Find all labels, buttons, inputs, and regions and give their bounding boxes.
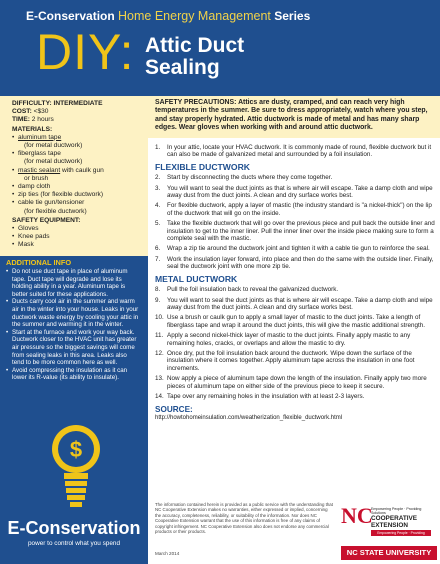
safety-precautions-box — [148, 96, 440, 138]
flexible-ductwork-heading: FLEXIBLE DUCTWORK — [155, 161, 251, 172]
nc-tagline-bar: Empowering People · Providing Solutions — [371, 530, 431, 536]
time — [12, 116, 142, 124]
step-text: Take the flexible ductwork that will go over the previous piece and pull back the outside liner and insulation to get to the inner liner. Pull the inner liner over the inside piece making sure to form a complete seal with the mastic. — [167, 220, 435, 243]
material-name: zip ties (for flexible ductwork) — [18, 191, 104, 199]
lightbulb-icon — [50, 415, 102, 515]
list-item — [12, 150, 142, 166]
step-text: Now apply a piece of aluminum tape down the length of the insulation. Finally apply two more pieces of aluminum tape on either side of the previous piece to keep it secure. — [167, 375, 427, 390]
cost — [12, 108, 142, 116]
list-item — [12, 199, 142, 215]
step-item — [155, 297, 437, 312]
project-info — [12, 100, 142, 250]
step-number: 12. — [155, 349, 164, 357]
list-item: • Start at the furnace and work your way back. Ductwork closer to the HVAC unit has greater air pressure so the biggest savings will come from sealing leaks in this area. Leaks also tend to be more common here as well. — [6, 329, 140, 367]
nc-coop-line-1: COOPERATIVE — [371, 515, 418, 522]
brand-name: E-Conservation — [26, 9, 115, 23]
list-item: • Gloves — [12, 225, 142, 233]
title-line-2: Sealing — [145, 56, 220, 79]
step-number: 8. — [155, 286, 161, 294]
header-banner — [0, 0, 440, 96]
step-item — [155, 314, 437, 329]
e-conservation-logo — [0, 400, 148, 564]
nc-coop-line-2: EXTENSION — [371, 522, 408, 529]
additional-info-list — [6, 268, 140, 382]
list-item — [12, 134, 142, 150]
step-item — [155, 202, 437, 217]
series-line — [26, 9, 310, 23]
material-name: damp cloth — [18, 183, 51, 191]
step-number: 2. — [155, 174, 161, 182]
step-text: Work the insulation layer forward, into place and then do the same with the outside liner. Finally, seal the ductwork joint with one more zip tie. — [167, 255, 434, 271]
intro-steps — [155, 144, 437, 159]
material-note: (for flexible ductwork) — [24, 207, 87, 215]
logo-tagline: power to control what you spend — [27, 540, 120, 547]
step-text: In your attic, locate your HVAC ductwork. It is commonly made of round, flexible ductwork but it can also be made of galvanized metal and surrounded by a foil insulation. — [167, 144, 432, 159]
step-number: 9. — [155, 296, 161, 304]
list-item — [12, 183, 142, 191]
step-item — [155, 256, 437, 271]
step-text: Tape over any remaining holes in the insulation with at least 2-3 layers. — [167, 392, 365, 400]
diy-label: DIY: — [36, 24, 135, 80]
step-number: 4. — [155, 202, 161, 210]
series-word: Series — [274, 9, 311, 23]
time-label: TIME: — [12, 116, 30, 124]
cost-value: <$30 — [33, 108, 49, 116]
list-item: • Ducts carry cool air in the summer and warm air in the winter into your house. Leaks in your ductwork waste energy by cooling your attic in the summer and warming it in the winter. — [6, 298, 140, 328]
metal-ductwork-heading: METAL DUCTWORK — [155, 273, 238, 284]
material-link[interactable]: aluminum tape — [18, 133, 62, 141]
step-item — [155, 220, 437, 242]
step-text: Apply a second nickel-thick layer of mastic to the duct joints. Finally apply mastic to any remaining holes, cracks, or overlaps and allow the mastic to dry. — [167, 332, 411, 347]
disclaimer: The information contained herein is provided as a public service with the understanding that NC Cooperative Extension makes no warranties, either expressed or implied, concerning the accuracy, completeness, reliability, or suitability of the information. Nor does NC Cooperative Extension warrant that the use of this information is free of any claims of copyright infringement. NC Cooperative Extension also does not endorse any commercial products or their products. — [155, 502, 333, 535]
material-note: (for metal ductwork) — [24, 158, 83, 166]
safety-precautions: SAFETY PRECAUTIONS: Attics are dusty, cramped, and can reach very high temperatures in the summer. Be sure to dress appropriately, watch where you step, and stay properly hydrated. Attic ductwork is made of metal and has many sharp edges. Wear gloves when working with and around attic ductwork. — [155, 99, 428, 131]
step-item — [155, 286, 437, 293]
step-text: You will want to seal the duct joints as that is where air will escape. Take a damp cloth and wipe away dust from the duct joints. A clean and dry surface works best. — [167, 296, 433, 311]
list-item — [12, 191, 142, 199]
step-item — [155, 350, 437, 372]
safety-equipment-heading: SAFETY EQUIPMENT: — [12, 216, 81, 224]
step-text: For flexible ductwork, apply a layer of mastic (the industry standard is "a nickel-thick") on the lip of the ductwork that will go on the inside. — [167, 202, 432, 217]
step-text: Wrap a zip tie around the ductwork joint and tighten it with a cable tie gun to reinforce the seal. — [167, 245, 430, 253]
step-text: Start by disconnecting the ducts where they come together. — [167, 174, 333, 182]
step-item — [155, 174, 437, 181]
step-item — [155, 375, 437, 390]
material-name: cable tie gun/tensioner — [18, 199, 85, 207]
material-note: (for metal ductwork) — [24, 142, 83, 150]
nc-small-text: Empowering People · Providing Solutions — [371, 507, 422, 515]
series-name: Home Energy Management — [118, 9, 271, 23]
nc-mark: NC — [341, 503, 373, 528]
svg-text:$: $ — [69, 437, 83, 462]
step-number: 11. — [155, 332, 164, 340]
material-name: fiberglass tape — [18, 150, 61, 158]
step-number: 3. — [155, 184, 161, 192]
step-number: 14. — [155, 392, 164, 400]
page-title — [145, 35, 244, 79]
step-number: 7. — [155, 255, 161, 263]
step-text: Pull the foil insulation back to reveal the galvanized ductwork. — [167, 286, 339, 294]
cost-label: COST: — [12, 108, 32, 116]
materials-heading: MATERIALS: — [12, 125, 53, 133]
step-item — [155, 185, 437, 200]
footer — [148, 500, 440, 564]
safety-equipment-list — [12, 225, 142, 250]
logo-name: E-Conservation — [7, 518, 141, 538]
step-item — [155, 144, 437, 159]
metal-steps — [155, 286, 437, 400]
source-link[interactable]: http://howtohomeinsulation.com/weatherization_flexible_ductwork.html — [155, 414, 343, 421]
material-link[interactable]: mastic sealant — [18, 166, 61, 174]
step-text: Once dry, put the foil insulation back around the ductwork. Wipe down the surface of the insulation where it comes together. Apply aluminum tape across the insulation in one foot increments. — [167, 349, 415, 372]
nc-extension-logo — [341, 505, 433, 539]
list-item: • Avoid compressing the insulation as it can lower its R-value (its ability to insulate). — [6, 367, 140, 382]
step-item — [155, 245, 437, 252]
materials-list — [12, 134, 142, 216]
time-value: 2 hours — [31, 116, 54, 124]
list-item — [12, 167, 142, 183]
step-number: 1. — [155, 144, 161, 151]
list-item: • Knee pads — [12, 233, 142, 241]
flexible-steps — [155, 174, 437, 270]
step-text: Use a brush or caulk gun to apply a small layer of mastic to the duct joints. Take a length of fiberglass tape and wrap it around the duct joints, this will give the mastic additional strength. — [167, 314, 425, 329]
step-number: 6. — [155, 245, 161, 253]
source-heading: SOURCE: — [155, 405, 193, 415]
material-note: or brush — [24, 174, 49, 182]
title-line-1: Attic Duct — [145, 34, 245, 57]
difficulty: DIFFICULTY: INTERMEDIATE — [12, 100, 103, 107]
step-number: 5. — [155, 220, 161, 228]
material-name-rest: with caulk gun — [60, 166, 104, 174]
step-item — [155, 332, 437, 347]
step-text: You will want to seal the duct joints as that is where air will escape. Take a damp cloth and wipe away dust from the duct joints. A clean and dry surface works best. — [167, 184, 433, 200]
nc-coop-name — [371, 515, 417, 529]
step-item — [155, 393, 437, 400]
instructions — [155, 144, 437, 422]
list-item: • Mask — [12, 241, 142, 249]
list-item: • Do not use duct tape in place of aluminum tape. Duct tape will degrade and lose its holding ability in a year. Aluminum tape is better suited for these applications. — [6, 268, 140, 298]
additional-info-title: ADDITIONAL INFO — [6, 258, 72, 267]
step-number: 13. — [155, 375, 164, 383]
publish-date: March 2014 — [155, 551, 180, 556]
step-number: 10. — [155, 314, 164, 322]
ncsu-logo: NC STATE UNIVERSITY — [341, 546, 437, 560]
